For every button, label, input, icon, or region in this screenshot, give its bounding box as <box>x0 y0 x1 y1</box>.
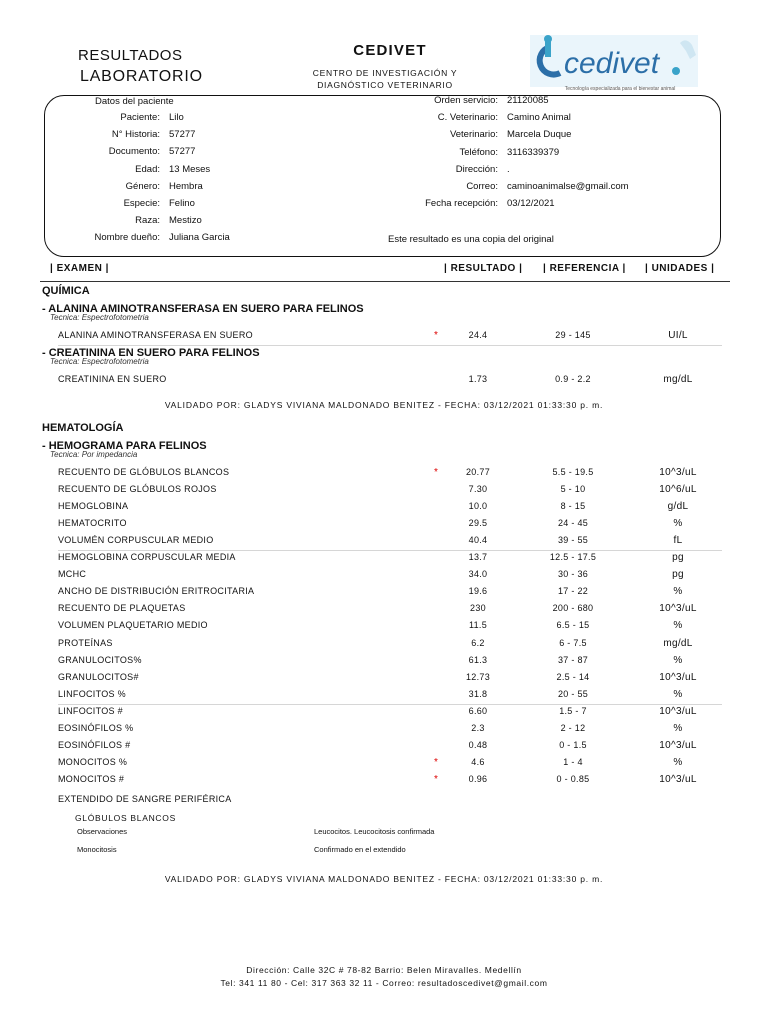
result-name: ALANINA AMINOTRANSFERASA EN SUERO <box>58 330 253 340</box>
result-name: EOSINÓFILOS % <box>58 722 134 733</box>
result-unit: 10^3/uL <box>659 705 697 717</box>
patient-field-value: 03/12/2021 <box>507 198 555 210</box>
result-unit: mg/dL <box>663 374 693 385</box>
result-unit: 10^6/uL <box>659 484 697 496</box>
result-unit: % <box>673 620 683 632</box>
result-reference: 17 - 22 <box>557 586 589 597</box>
obs-label-1: Observaciones <box>77 827 128 836</box>
result-row <box>58 330 728 346</box>
result-row <box>58 603 728 619</box>
result-reference: 30 - 36 <box>557 569 589 580</box>
patient-field-label: Raza: <box>135 215 160 227</box>
test-hemograma-tecnica: Tecnica: Por impedancia <box>50 450 138 459</box>
patient-field-value: Marcela Duque <box>507 129 572 141</box>
patient-field-value: Hembra <box>169 180 203 192</box>
result-value: 34.0 <box>468 569 488 580</box>
result-flag: * <box>434 467 439 478</box>
result-name: MONOCITOS # <box>58 773 125 784</box>
result-name: GRANULOCITOS% <box>58 654 142 665</box>
obs-value-2: Confirmado en el extendido <box>314 845 406 854</box>
row-separator <box>58 704 722 705</box>
extendido-label: EXTENDIDO DE SANGRE PERIFÉRICA <box>58 794 232 804</box>
footer-contact: Tel: 341 11 80 - Cel: 317 363 32 11 - Correo: resultadoscedivet@gmail.com <box>220 978 548 988</box>
result-value: 20.77 <box>465 467 491 477</box>
patient-field-label: C. Veterinario: <box>437 112 498 124</box>
result-value: 13.7 <box>468 552 488 563</box>
result-row <box>58 706 728 722</box>
result-reference: 8 - 15 <box>560 501 586 512</box>
result-name: VOLUMÉN CORPUSCULAR MEDIO <box>58 535 214 546</box>
result-reference: 2.5 - 14 <box>556 671 590 682</box>
result-unit: pg <box>672 552 684 564</box>
result-value: 40.4 <box>468 535 488 546</box>
result-name: ANCHO DE DISTRIBUCIÓN ERITROCITARIA <box>58 586 255 597</box>
patient-field-value: 57277 <box>169 129 196 141</box>
result-reference: 1 - 4 <box>563 756 583 767</box>
result-name: GRANULOCITOS# <box>58 671 139 682</box>
result-reference: 6 - 7.5 <box>559 637 587 648</box>
patient-field-value: Juliana Garcia <box>169 232 230 244</box>
section-hematologia: HEMATOLOGÍA <box>42 422 124 434</box>
result-row <box>58 655 728 671</box>
patient-field-value: Mestizo <box>169 215 202 227</box>
result-flag: * <box>434 773 439 785</box>
result-name: HEMOGLOBINA CORPUSCULAR MEDIA <box>58 552 236 563</box>
result-reference: 39 - 55 <box>557 535 589 546</box>
test-hemograma-title: - HEMOGRAMA PARA FELINOS <box>42 440 207 452</box>
result-name: RECUENTO DE GLÓBULOS ROJOS <box>58 484 217 495</box>
result-row <box>58 740 728 756</box>
patient-field-label: Género: <box>125 180 160 192</box>
result-row <box>58 689 728 705</box>
logo-tagline: Tecnología especializada para el bienestar animal <box>564 86 676 92</box>
result-row <box>58 620 728 636</box>
result-row <box>58 569 728 585</box>
patient-field-value: 3116339379 <box>507 146 560 158</box>
patient-field-value: 21120085 <box>507 95 549 106</box>
patient-field-value: Felino <box>169 198 195 209</box>
result-reference: 6.5 - 15 <box>556 620 590 631</box>
test-creatinina-tecnica: Tecnica: Espectrofotometria <box>50 357 149 366</box>
result-unit: % <box>673 722 683 734</box>
result-row <box>58 723 728 739</box>
result-reference: 5 - 10 <box>560 484 586 495</box>
result-value: 2.3 <box>471 722 485 733</box>
result-row <box>58 586 728 602</box>
patient-field-value: Lilo <box>169 112 184 123</box>
result-value: 0.96 <box>468 773 488 784</box>
patient-field-value: 57277 <box>169 146 196 158</box>
test-creatinina-title: - CREATININA EN SUERO PARA FELINOS <box>42 347 260 359</box>
result-value: 4.6 <box>471 756 485 767</box>
result-unit: 10^3/uL <box>659 671 697 683</box>
brand-subtitle-line-1: CENTRO DE INVESTIGACIÓN Y <box>312 68 458 78</box>
result-reference: 0 - 1.5 <box>559 739 587 750</box>
result-flag: * <box>434 330 439 341</box>
result-row <box>58 467 728 483</box>
patient-field-label: Veterinario: <box>449 129 498 141</box>
result-name: PROTEÍNAS <box>58 637 113 648</box>
result-value: 12.73 <box>465 671 491 682</box>
result-reference: 5.5 - 19.5 <box>552 467 594 477</box>
patient-field-label: Correo: <box>466 181 498 192</box>
result-reference: 200 - 680 <box>552 603 594 614</box>
obs-value-1: Leucocitos. Leucocitosis confirmada <box>314 827 435 836</box>
copy-note: Este resultado es una copia del original <box>388 234 554 245</box>
col-unidades: | UNIDADES | <box>645 263 715 274</box>
result-name: EOSINÓFILOS # <box>58 739 131 750</box>
result-unit: % <box>673 518 683 530</box>
result-reference: 37 - 87 <box>557 654 589 665</box>
patient-field-label: Dirección: <box>455 163 498 175</box>
result-unit: 10^3/uL <box>659 739 697 751</box>
patient-field-label: Documento: <box>108 146 160 158</box>
patient-field-value: 13 Meses <box>169 163 211 175</box>
result-unit: % <box>673 586 683 598</box>
result-value: 6.60 <box>468 705 488 716</box>
patient-field-value: . <box>507 163 510 175</box>
result-value: 24.4 <box>468 330 488 340</box>
result-reference: 24 - 45 <box>557 518 589 529</box>
test-alt-tecnica: Tecnica: Espectrofotometria <box>50 313 149 322</box>
result-value: 29.5 <box>468 518 488 529</box>
brand-subtitle-line-2: DIAGNÓSTICO VETERINARIO <box>317 80 453 90</box>
patient-field-label: N° Historia: <box>111 129 160 141</box>
result-reference: 20 - 55 <box>557 688 589 699</box>
result-unit: mg/dL <box>663 637 693 649</box>
result-unit: g/dL <box>667 501 689 513</box>
result-reference: 12.5 - 17.5 <box>549 552 597 563</box>
result-value: 7.30 <box>468 484 488 495</box>
result-unit: 10^3/uL <box>659 603 697 615</box>
result-row <box>58 535 728 551</box>
result-name: HEMATOCRITO <box>58 518 127 529</box>
laboratorio-title: LABORATORIO <box>80 68 203 85</box>
test-alt-title: - ALANINA AMINOTRANSFERASA EN SUERO PARA FELINOS <box>42 303 364 315</box>
header-divider <box>40 281 730 282</box>
result-row <box>58 774 728 790</box>
patient-field-label: Especie: <box>123 198 160 209</box>
result-unit: % <box>673 688 683 700</box>
footer-address: Dirección: Calle 32C # 78-82 Barrio: Belen Miravalles. Medellín <box>246 965 522 975</box>
result-unit: pg <box>672 569 684 581</box>
result-reference: 0.9 - 2.2 <box>555 374 591 384</box>
result-unit: 10^3/uL <box>659 467 697 478</box>
result-value: 10.0 <box>468 501 488 512</box>
result-name: RECUENTO DE PLAQUETAS <box>58 603 186 614</box>
result-name: MCHC <box>58 569 87 580</box>
result-row <box>58 518 728 534</box>
result-value: 0.48 <box>468 739 488 750</box>
result-value: 230 <box>470 603 486 614</box>
patient-field-value: caminoanimalse@gmail.com <box>507 181 629 192</box>
hematologia-validated: VALIDADO POR: GLADYS VIVIANA MALDONADO BENITEZ - FECHA: 03/12/2021 01:33:30 p. m. <box>164 874 604 884</box>
row-separator <box>58 550 722 551</box>
result-name: LINFOCITOS % <box>58 688 126 699</box>
section-quimica: QUÍMICA <box>42 285 90 297</box>
result-reference: 29 - 145 <box>555 330 591 340</box>
result-value: 61.3 <box>468 654 488 665</box>
patient-field-value: Camino Animal <box>507 112 571 124</box>
result-name: RECUENTO DE GLÓBULOS BLANCOS <box>58 467 230 477</box>
brand-subtitle <box>300 67 470 91</box>
result-row <box>58 672 728 688</box>
logo-wordmark: cedivet <box>564 47 660 80</box>
result-row <box>58 501 728 517</box>
obs-label-2: Monocitosis <box>77 845 117 854</box>
result-row <box>58 638 728 654</box>
result-reference: 2 - 12 <box>560 722 586 733</box>
col-examen: | EXAMEN | <box>50 263 109 274</box>
result-unit: 10^3/uL <box>659 773 697 785</box>
result-name: MONOCITOS % <box>58 756 128 767</box>
result-reference: 0 - 0.85 <box>556 773 590 784</box>
resultados-title: RESULTADOS <box>78 47 183 64</box>
patient-field-label: Edad: <box>135 163 160 175</box>
result-value: 11.5 <box>468 620 488 631</box>
result-row <box>58 374 728 390</box>
result-name: LINFOCITOS # <box>58 705 123 716</box>
result-value: 6.2 <box>471 637 485 648</box>
result-unit: % <box>673 654 683 666</box>
result-value: 1.73 <box>468 374 488 384</box>
result-row <box>58 552 728 568</box>
patient-field-label: Fecha recepción: <box>425 198 498 210</box>
brand-name: CEDIVET <box>353 42 427 59</box>
patient-field-label: Orden servicio: <box>434 95 498 106</box>
result-unit: fL <box>673 535 683 547</box>
result-unit: % <box>673 756 683 768</box>
col-resultado: | RESULTADO | <box>444 263 523 274</box>
result-unit: UI/L <box>668 330 688 341</box>
result-reference: 1.5 - 7 <box>559 705 587 716</box>
result-name: CREATININA EN SUERO <box>58 374 167 384</box>
result-value: 19.6 <box>468 586 488 597</box>
patient-field-label: Paciente: <box>120 112 160 123</box>
patient-field-label: Teléfono: <box>459 146 498 158</box>
globulos-blancos-label: GLÓBULOS BLANCOS <box>75 813 176 823</box>
result-flag: * <box>434 756 439 768</box>
patient-section-label: Datos del paciente <box>95 96 174 107</box>
quimica-validated: VALIDADO POR: GLADYS VIVIANA MALDONADO BENITEZ - FECHA: 03/12/2021 01:33:30 p. m. <box>164 400 604 410</box>
result-row <box>58 757 728 773</box>
result-row <box>58 484 728 500</box>
result-name: VOLUMEN PLAQUETARIO MEDIO <box>58 620 208 631</box>
col-referencia: | REFERENCIA | <box>543 263 626 274</box>
result-name: HEMOGLOBINA <box>58 501 129 512</box>
result-value: 31.8 <box>468 688 488 699</box>
patient-field-label: Nombre dueño: <box>94 232 160 244</box>
row-separator <box>58 345 722 346</box>
